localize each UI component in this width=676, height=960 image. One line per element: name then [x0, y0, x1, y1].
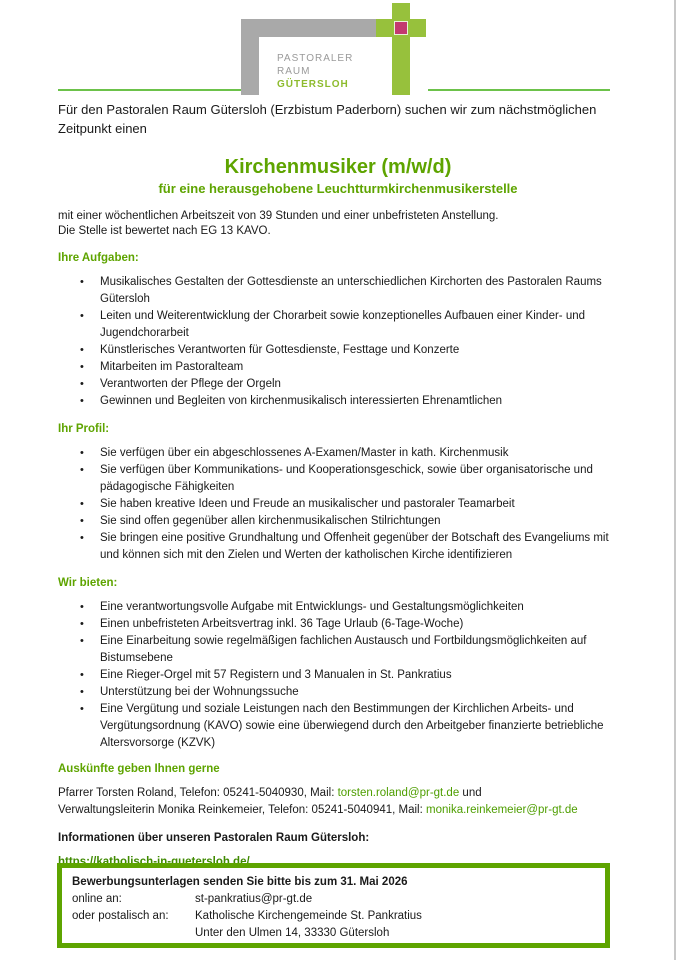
info-heading: Informationen über unseren Pastoralen Raum Gütersloh: — [58, 832, 370, 844]
logo-gray-bar-horizontal — [241, 19, 376, 37]
bullet-icon: • — [80, 618, 84, 630]
bullet-icon: • — [80, 635, 84, 647]
section-list — [58, 599, 618, 752]
intro-text: Für den Pastoralen Raum Gütersloh (Erzbistum Paderborn) suchen wir zum nächstmöglichen Zeitpunkt einen — [58, 102, 597, 136]
list-item-text: Sie verfügen über Kommunikations- und Kooperationsgeschick, sowie über organisatorische und pädagogische Fähigkeiten — [100, 464, 593, 493]
application-online-row — [72, 891, 595, 908]
list-item-text: Eine Rieger-Orgel mit 57 Registern und 3 Manualen in St. Pankratius — [100, 669, 452, 681]
list-item-text: Sie sind offen gegenüber allen kirchenmusikalischen Stilrichtungen — [100, 515, 441, 527]
bullet-icon: • — [80, 344, 84, 356]
contact-person-1: Pfarrer Torsten Roland, Telefon: 05241-5040930, Mail: — [58, 787, 338, 799]
bullet-icon: • — [80, 276, 84, 288]
sections — [58, 251, 618, 752]
bullet-icon: • — [80, 532, 84, 544]
logo-line-3: GÜTERSLOH — [277, 79, 349, 90]
conditions-line-1: mit einer wöchentlichen Arbeitszeit von 39 Stunden und einer unbefristeten Anstellung. — [58, 210, 499, 222]
section-heading: Ihre Aufgaben: — [58, 252, 139, 264]
online-email[interactable]: st-pankratius@pr-gt.de — [195, 893, 313, 905]
list-item-text: Einen unbefristeten Arbeitsvertrag inkl. 36 Tage Urlaub (6-Tage-Woche) — [100, 618, 464, 630]
list-item — [80, 530, 618, 564]
online-label: online an: — [72, 893, 122, 905]
application-box — [57, 863, 610, 948]
list-item-text: Leiten und Weiterentwicklung der Chorarbeit sowie konzeptionelles Aufbauen einer Kinder- und Jugendchorarbeit — [100, 310, 586, 339]
list-item-text: Eine Vergütung und soziale Leistungen nach den Bestimmungen der Kirchlichen Arbeits- und Vergütungsordnung (KAVO) sowie eine überwiegend durch den Arbeitgeber finanzierte betriebliche Altersvorsorge (KZVK) — [100, 703, 604, 749]
bullet-icon: • — [80, 515, 84, 527]
list-item-text: Musikalisches Gestalten der Gottesdienste an unterschiedlichen Kirchorten des Pastoralen Raums Gütersloh — [100, 276, 602, 305]
logo-text — [277, 52, 353, 91]
application-postal-address-row — [72, 925, 595, 942]
logo-gray-bar-vertical — [241, 19, 259, 95]
list-item-text: Sie verfügen über ein abgeschlossenes A-Examen/Master in kath. Kirchenmusik — [100, 447, 509, 459]
list-item — [80, 308, 618, 342]
list-item-text: Mitarbeiten im Pastoralteam — [100, 361, 244, 373]
contact-conjunction: und — [459, 787, 482, 799]
bullet-icon: • — [80, 447, 84, 459]
application-deadline: Bewerbungsunterlagen senden Sie bitte bis zum 31. Mai 2026 — [72, 876, 408, 888]
cross-center-square — [394, 21, 408, 35]
list-item — [80, 393, 618, 410]
application-postal-row — [72, 908, 595, 925]
header-rule-right — [428, 89, 610, 91]
job-posting — [58, 100, 618, 871]
section-list — [58, 274, 618, 410]
bullet-icon: • — [80, 601, 84, 613]
bullet-icon: • — [80, 464, 84, 476]
list-item-text: Verantworten der Pflege der Orgeln — [100, 378, 281, 390]
postal-address: Unter den Ulmen 14, 33330 Gütersloh — [195, 927, 390, 939]
list-item-text: Eine Einarbeitung sowie regelmäßigen fachlichen Austausch und Fortbildungsmöglichkeiten auf Bistumsebene — [100, 635, 587, 664]
list-item — [80, 684, 618, 701]
bullet-icon: • — [80, 378, 84, 390]
bullet-icon: • — [80, 395, 84, 407]
list-item-text: Künstlerisches Verantworten für Gottesdienste, Festtage und Konzerte — [100, 344, 460, 356]
list-item — [80, 376, 618, 393]
bullet-icon: • — [80, 310, 84, 322]
contact-person-1-mail[interactable]: torsten.roland@pr-gt.de — [337, 787, 460, 799]
logo — [0, 0, 676, 100]
bullet-icon: • — [80, 703, 84, 715]
list-item-text: Sie haben kreative Ideen und Freude an musikalischer und pastoraler Teamarbeit — [100, 498, 515, 510]
bullet-icon: • — [80, 686, 84, 698]
job-title: Kirchenmusiker (m/w/d) — [224, 156, 452, 178]
list-item — [80, 616, 618, 633]
list-item — [80, 445, 618, 462]
section-heading: Wir bieten: — [58, 577, 118, 589]
contact-heading: Auskünfte geben Ihnen gerne — [58, 763, 220, 775]
bullet-icon: • — [80, 361, 84, 373]
conditions — [58, 209, 618, 239]
list-item — [80, 342, 618, 359]
cross-icon — [392, 3, 410, 95]
section-list — [58, 445, 618, 564]
list-item — [80, 274, 618, 308]
section-heading: Ihr Profil: — [58, 423, 110, 435]
logo-line-1: PASTORALER — [277, 53, 354, 64]
list-item-text: Sie bringen eine positive Grundhaltung und Offenheit gegenüber der Botschaft des Evangeliums mit und können sich mit den Zielen und Werten der katholischen Kirche identifizieren — [100, 532, 609, 561]
bullet-icon: • — [80, 498, 84, 510]
list-item-text: Eine verantwortungsvolle Aufgabe mit Entwicklungs- und Gestaltungsmöglichkeiten — [100, 601, 524, 613]
list-item — [80, 599, 618, 616]
website-link[interactable]: https://katholisch-in-guetersloh.de/ — [58, 856, 250, 868]
conditions-line-2: Die Stelle ist bewertet nach EG 13 KAVO. — [58, 225, 271, 237]
list-item — [80, 462, 618, 496]
bullet-icon: • — [80, 669, 84, 681]
list-item — [80, 513, 618, 530]
header-rule-left — [58, 89, 242, 91]
job-subtitle: für eine herausgehobene Leuchtturmkirchenmusikerstelle — [158, 181, 518, 196]
contact-person-2-mail[interactable]: monika.reinkemeier@pr-gt.de — [426, 804, 578, 816]
list-item — [80, 701, 618, 752]
logo-line-2: RAUM — [277, 66, 311, 77]
contact-details — [58, 785, 618, 819]
list-item-text: Gewinnen und Begleiten von kirchenmusikalisch interessierten Ehrenamtlichen — [100, 395, 503, 407]
list-item — [80, 633, 618, 667]
list-item-text: Unterstützung bei der Wohnungssuche — [100, 686, 299, 698]
list-item — [80, 667, 618, 684]
list-item — [80, 359, 618, 376]
postal-recipient: Katholische Kirchengemeinde St. Pankratius — [195, 910, 422, 922]
postal-label: oder postalisch an: — [72, 910, 169, 922]
contact-person-2: Verwaltungsleiterin Monika Reinkemeier, Telefon: 05241-5040941, Mail: — [58, 804, 427, 816]
list-item — [80, 496, 618, 513]
